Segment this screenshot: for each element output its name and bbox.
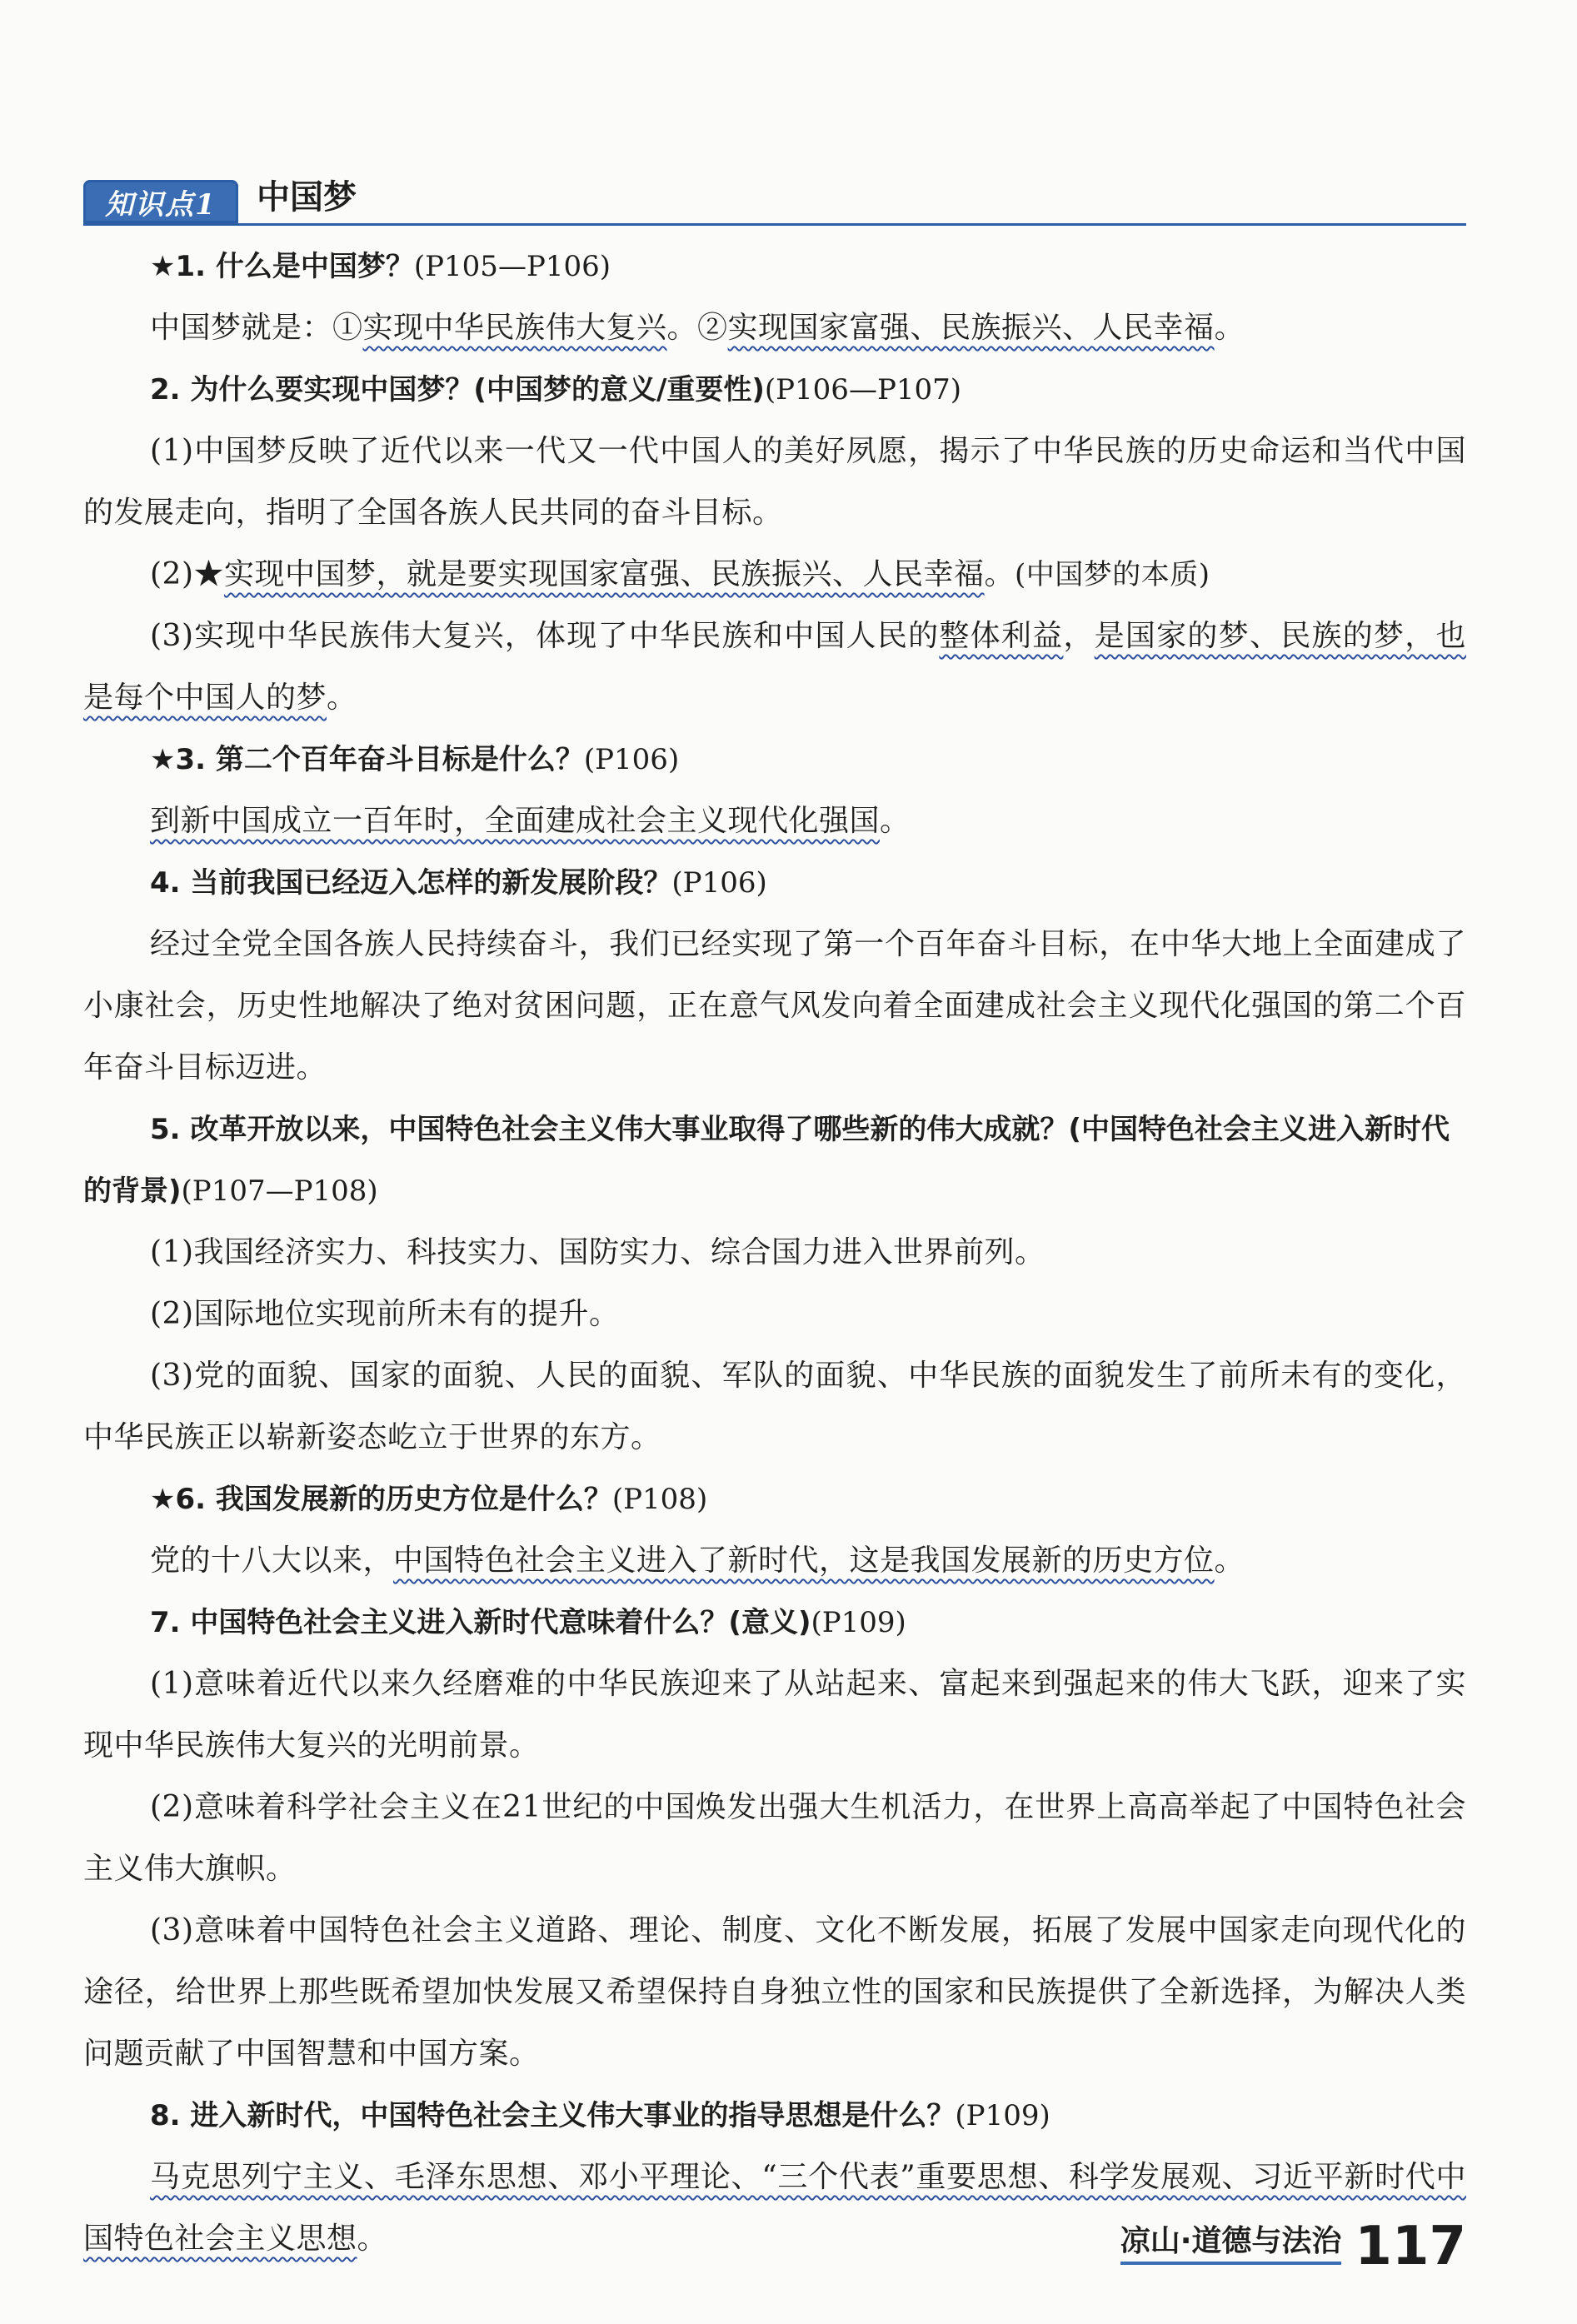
question-title: 8. 进入新时代，中国特色社会主义伟大事业的指导思想是什么？ [150, 2099, 956, 2132]
page-ref: (P107—P108) [181, 1174, 378, 1208]
page-footer [1120, 2216, 1466, 2277]
answer-7-3: (3)意味着中国特色社会主义道路、理论、制度、文化不断发展，拓展了发展中国家走向现代化的途径，给世界上那些既希望加快发展又希望保持自身独立性的国家和民族提供了全新选择，为解决人类问题贡献了中国智慧和中国方案。 [83, 1913, 1466, 2071]
answer-7-1: (1)意味着近代以来久经磨难的中华民族迎来了从站起来、富起来到强起来的伟大飞跃，迎来了实现中华民族伟大复兴的光明前景。 [83, 1667, 1466, 1763]
page-ref: (P105—P106) [413, 250, 611, 283]
answer-8: 马克思列宁主义、毛泽东思想、邓小平理论、“三个代表”重要思想、科学发展观、习近平新时代中国特色社会主义思想。 [83, 2160, 1466, 2256]
answer-2-3: (3)实现中华民族伟大复兴，体现了中华民族和中国人民的整体利益，是国家的梦、民族的梦，也是每个中国人的梦。 [83, 619, 1466, 715]
question-8 [83, 2085, 1466, 2147]
question-5 [83, 1099, 1466, 1222]
answer-6: 党的十八大以来，中国特色社会主义进入了新时代，这是我国发展新的历史方位。 [150, 1544, 1245, 1578]
answer-4: 经过全党全国各族人民持续奋斗，我们已经实现了第一个百年奋斗目标，在中华大地上全面建成了小康社会，历史性地解决了绝对贫困问题，正在意气风发向着全面建成社会主义现代化强国的第二个百年奋斗目标迈进。 [83, 927, 1466, 1085]
answer-5-2: (2)国际地位实现前所未有的提升。 [150, 1297, 620, 1331]
question-title: 2. 为什么要实现中国梦？(中国梦的意义/重要性) [150, 373, 765, 406]
answer-2-2: (2)★实现中国梦，就是要实现国家富强、民族振兴、人民幸福。(中国梦的本质) [150, 557, 1210, 591]
question-4 [83, 852, 1466, 914]
page-ref: (P109) [955, 2099, 1051, 2132]
question-3 [83, 729, 1466, 790]
answer-5-1: (1)我国经济实力、科技实力、国防实力、综合国力进入世界前列。 [150, 1235, 1046, 1269]
question-title: 4. 当前我国已经迈入怎样的新发展阶段？ [150, 866, 672, 900]
key-phrase: 到新中国成立一百年时，全面建成社会主义现代化强国 [150, 804, 881, 838]
knowledge-point-title: 中国梦 [257, 178, 357, 217]
page [83, 172, 1466, 2270]
answer-2-1: (1)中国梦反映了近代以来一代又一代中国人的美好夙愿，揭示了中华民族的历史命运和当代中国的发展走向，指明了全国各族人民共同的奋斗目标。 [83, 434, 1466, 530]
page-ref: (P106) [583, 743, 680, 776]
content [83, 236, 1466, 2270]
answer-1: 中国梦就是：①实现中华民族伟大复兴。②实现国家富强、民族振兴、人民幸福。 [150, 311, 1245, 345]
question-2 [83, 359, 1466, 421]
key-phrase: 实现中国梦，就是要实现国家富强、民族振兴、人民幸福 [224, 557, 985, 591]
knowledge-point-badge: 知识点1 [83, 180, 238, 223]
question-7 [83, 1592, 1466, 1653]
question-title: 3. 第二个百年奋斗目标是什么？ [175, 743, 584, 776]
key-phrase: 是国家的梦、民族的梦，也是每个中国人的梦 [83, 619, 1466, 715]
page-ref: (P109) [811, 1606, 906, 1639]
key-phrase: 整体利益 [939, 619, 1064, 653]
question-title: 5. 改革开放以来，中国特色社会主义伟大事业取得了哪些新的伟大成就？(中国特色社会主义进入新时代的背景) [83, 1113, 1450, 1208]
book-title: 凉山·道德与法治 [1120, 2217, 1342, 2265]
star-icon: ★ [150, 250, 176, 283]
question-title: 7. 中国特色社会主义进入新时代意味着什么？(意义) [150, 1606, 811, 1639]
page-ref: (P106) [671, 866, 767, 900]
key-phrase: 实现国家富强、民族振兴、人民幸福 [727, 311, 1215, 345]
page-number: 117 [1355, 2216, 1466, 2277]
key-phrase: 中国特色社会主义进入了新时代，这是我国发展新的历史方位 [393, 1544, 1215, 1578]
question-6 [83, 1469, 1466, 1530]
question-title: 6. 我国发展新的历史方位是什么？ [175, 1483, 612, 1516]
note: (中国梦的本质) [1015, 558, 1210, 591]
star-icon: ★ [150, 743, 176, 776]
answer-5-3: (3)党的面貌、国家的面貌、人民的面貌、军队的面貌、中华民族的面貌发生了前所未有的变化，中华民族正以崭新姿态屹立于世界的东方。 [83, 1359, 1466, 1454]
question-title: 1. 什么是中国梦？ [175, 250, 414, 283]
star-icon: ★ [150, 1483, 176, 1516]
answer-3: 到新中国成立一百年时，全面建成社会主义现代化强国。 [150, 804, 911, 838]
question-1 [83, 236, 1466, 297]
answer-7-2: (2)意味着科学社会主义在21世纪的中国焕发出强大生机活力，在世界上高高举起了中国特色社会主义伟大旗帜。 [83, 1790, 1466, 1886]
page-ref: (P106—P107) [764, 373, 961, 406]
page-ref: (P108) [611, 1483, 708, 1516]
key-phrase: 马克思列宁主义、毛泽东思想、邓小平理论、“三个代表”重要思想、科学发展观、习近平新时代中国特色社会主义思想 [83, 2160, 1466, 2256]
knowledge-point-header [83, 172, 1466, 226]
key-phrase: 实现中华民族伟大复兴 [362, 311, 667, 345]
